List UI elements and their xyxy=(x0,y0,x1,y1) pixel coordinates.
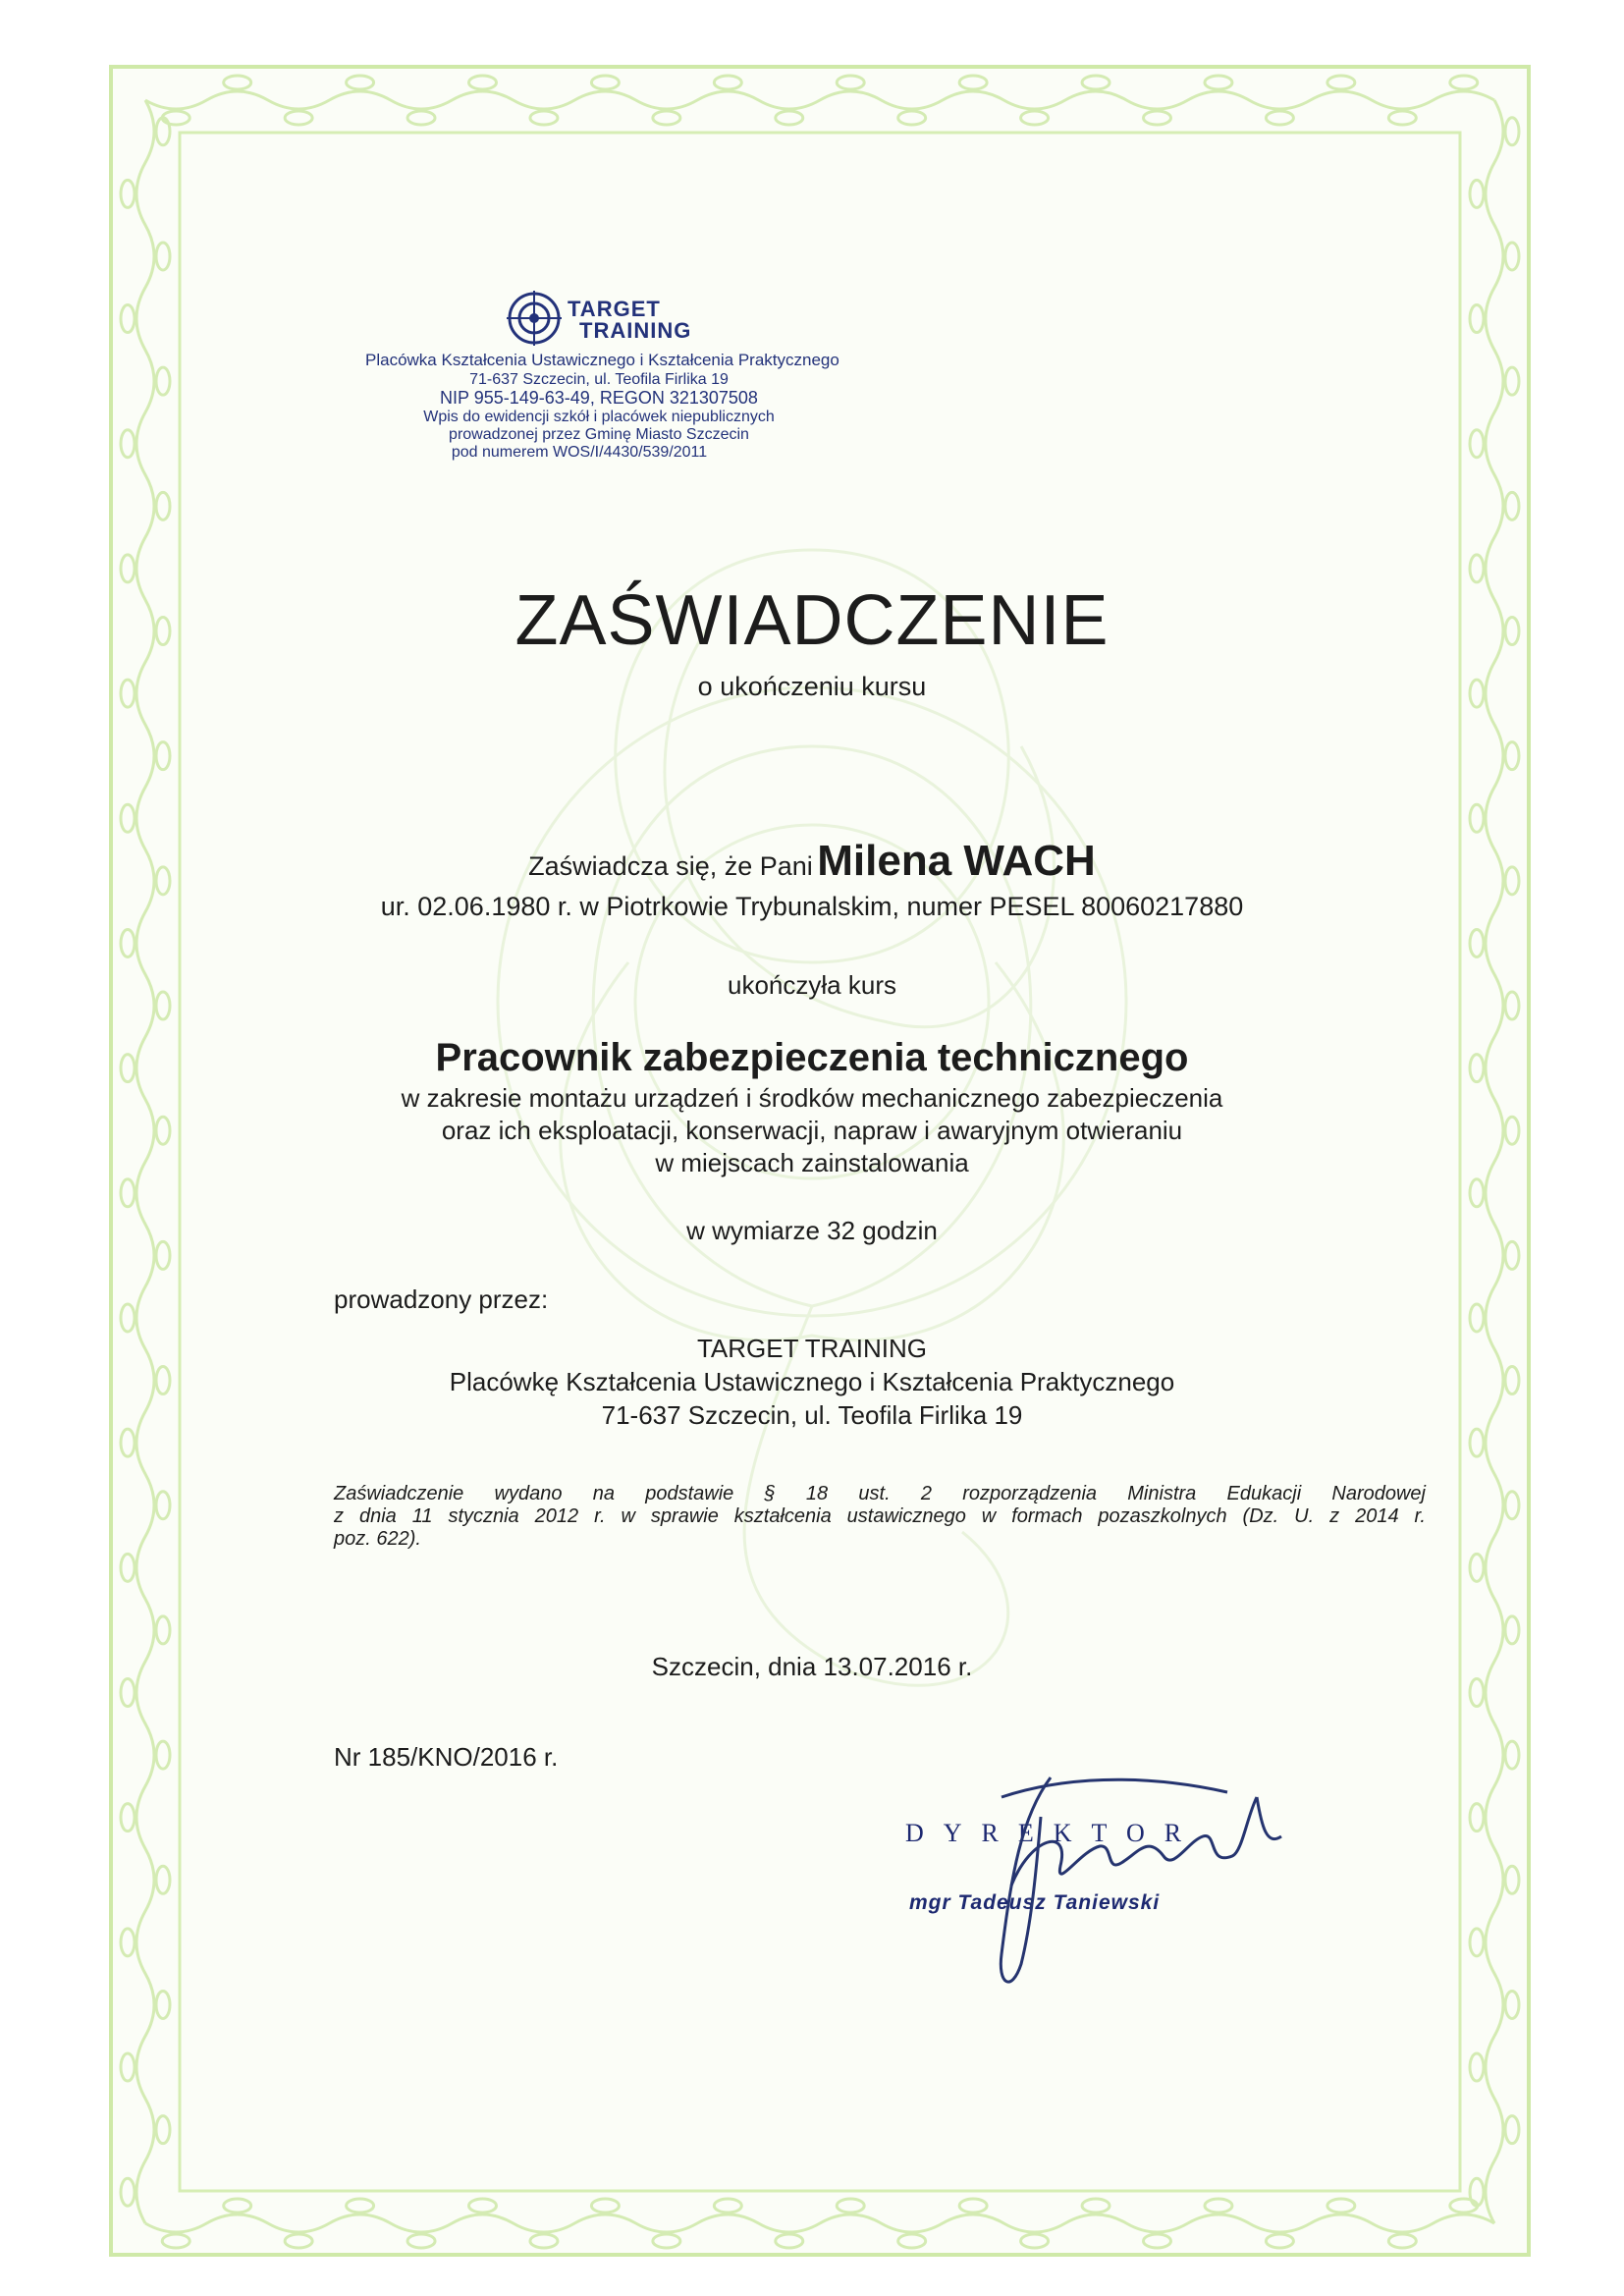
stamp-logo-line2: TRAINING xyxy=(579,318,692,343)
place-and-date: Szczecin, dnia 13.07.2016 r. xyxy=(651,1652,973,1681)
stamp-logo-line1: TARGET xyxy=(568,297,661,321)
legal-basis xyxy=(334,1483,1426,1551)
signature-name: mgr Tadeusz Taniewski xyxy=(909,1891,1161,1914)
recipient-name: Milena WACH xyxy=(817,837,1096,885)
legal-line: Zaświadczenie wydano na podstawie § 18 ust. 2 rozporządzenia Ministra Edukacji Narodowej xyxy=(334,1483,1426,1504)
stamp-line: 71-637 Szczecin, ul. Teofila Firlika 19 xyxy=(469,371,729,388)
organization-name: TARGET TRAINING xyxy=(696,1334,928,1363)
course-title: Pracownik zabezpieczenia technicznego xyxy=(435,1036,1189,1079)
birth-details: ur. 02.06.1980 r. w Piotrkowie Trybunalskim, numer PESEL 80060217880 xyxy=(380,892,1244,921)
stamp-line: pod numerem WOS/I/4430/539/2011 xyxy=(451,444,708,461)
legal-line: poz. 622). xyxy=(334,1528,421,1550)
completed-text: ukończyła kurs xyxy=(728,970,896,1000)
organization-block xyxy=(0,1332,1624,1432)
organization-type: Placówkę Kształcenia Ustawicznego i Kształcenia Praktycznego xyxy=(449,1367,1175,1396)
stamp-line: Placówka Kształcenia Ustawicznego i Kształcenia Praktycznego xyxy=(365,351,839,369)
conducted-by-label: prowadzony przez: xyxy=(334,1285,549,1314)
stamp-line: NIP 955-149-63-49, REGON 321307508 xyxy=(440,388,758,408)
course-desc-line: w miejscach zainstalowania xyxy=(655,1148,969,1177)
signature-role: DYREKTOR xyxy=(905,1819,1202,1847)
recipient-line xyxy=(0,837,1624,896)
course-desc-line: oraz ich eksploatacji, konserwacji, napraw i awaryjnym otwieraniu xyxy=(441,1116,1183,1145)
organization-address: 71-637 Szczecin, ul. Teofila Firlika 19 xyxy=(601,1400,1023,1430)
course-desc-line: w zakresie montażu urządzeń i środków mechanicznego zabezpieczenia xyxy=(401,1083,1223,1113)
intro-text: Zaświadcza się, że Pani xyxy=(528,851,813,881)
document-title: ZAŚWIADCZENIE xyxy=(514,581,1110,660)
course-description xyxy=(0,1082,1624,1179)
course-duration: w wymiarze 32 godzin xyxy=(686,1216,938,1245)
stamp-line: Wpis do ewidencji szkół i placówek niepublicznych xyxy=(423,409,775,425)
document-subtitle: o ukończeniu kursu xyxy=(697,672,927,701)
certificate-number: Nr 185/KNO/2016 r. xyxy=(334,1742,559,1772)
legal-line: z dnia 11 stycznia 2012 r. w sprawie kształcenia ustawicznego w formach pozaszkolnych (Dz. U. z 2014 r. xyxy=(334,1505,1426,1527)
target-logo-icon xyxy=(507,291,562,346)
stamp-line: prowadzonej przez Gminę Miasto Szczecin xyxy=(449,426,749,443)
handwritten-signature xyxy=(943,1758,1306,2003)
